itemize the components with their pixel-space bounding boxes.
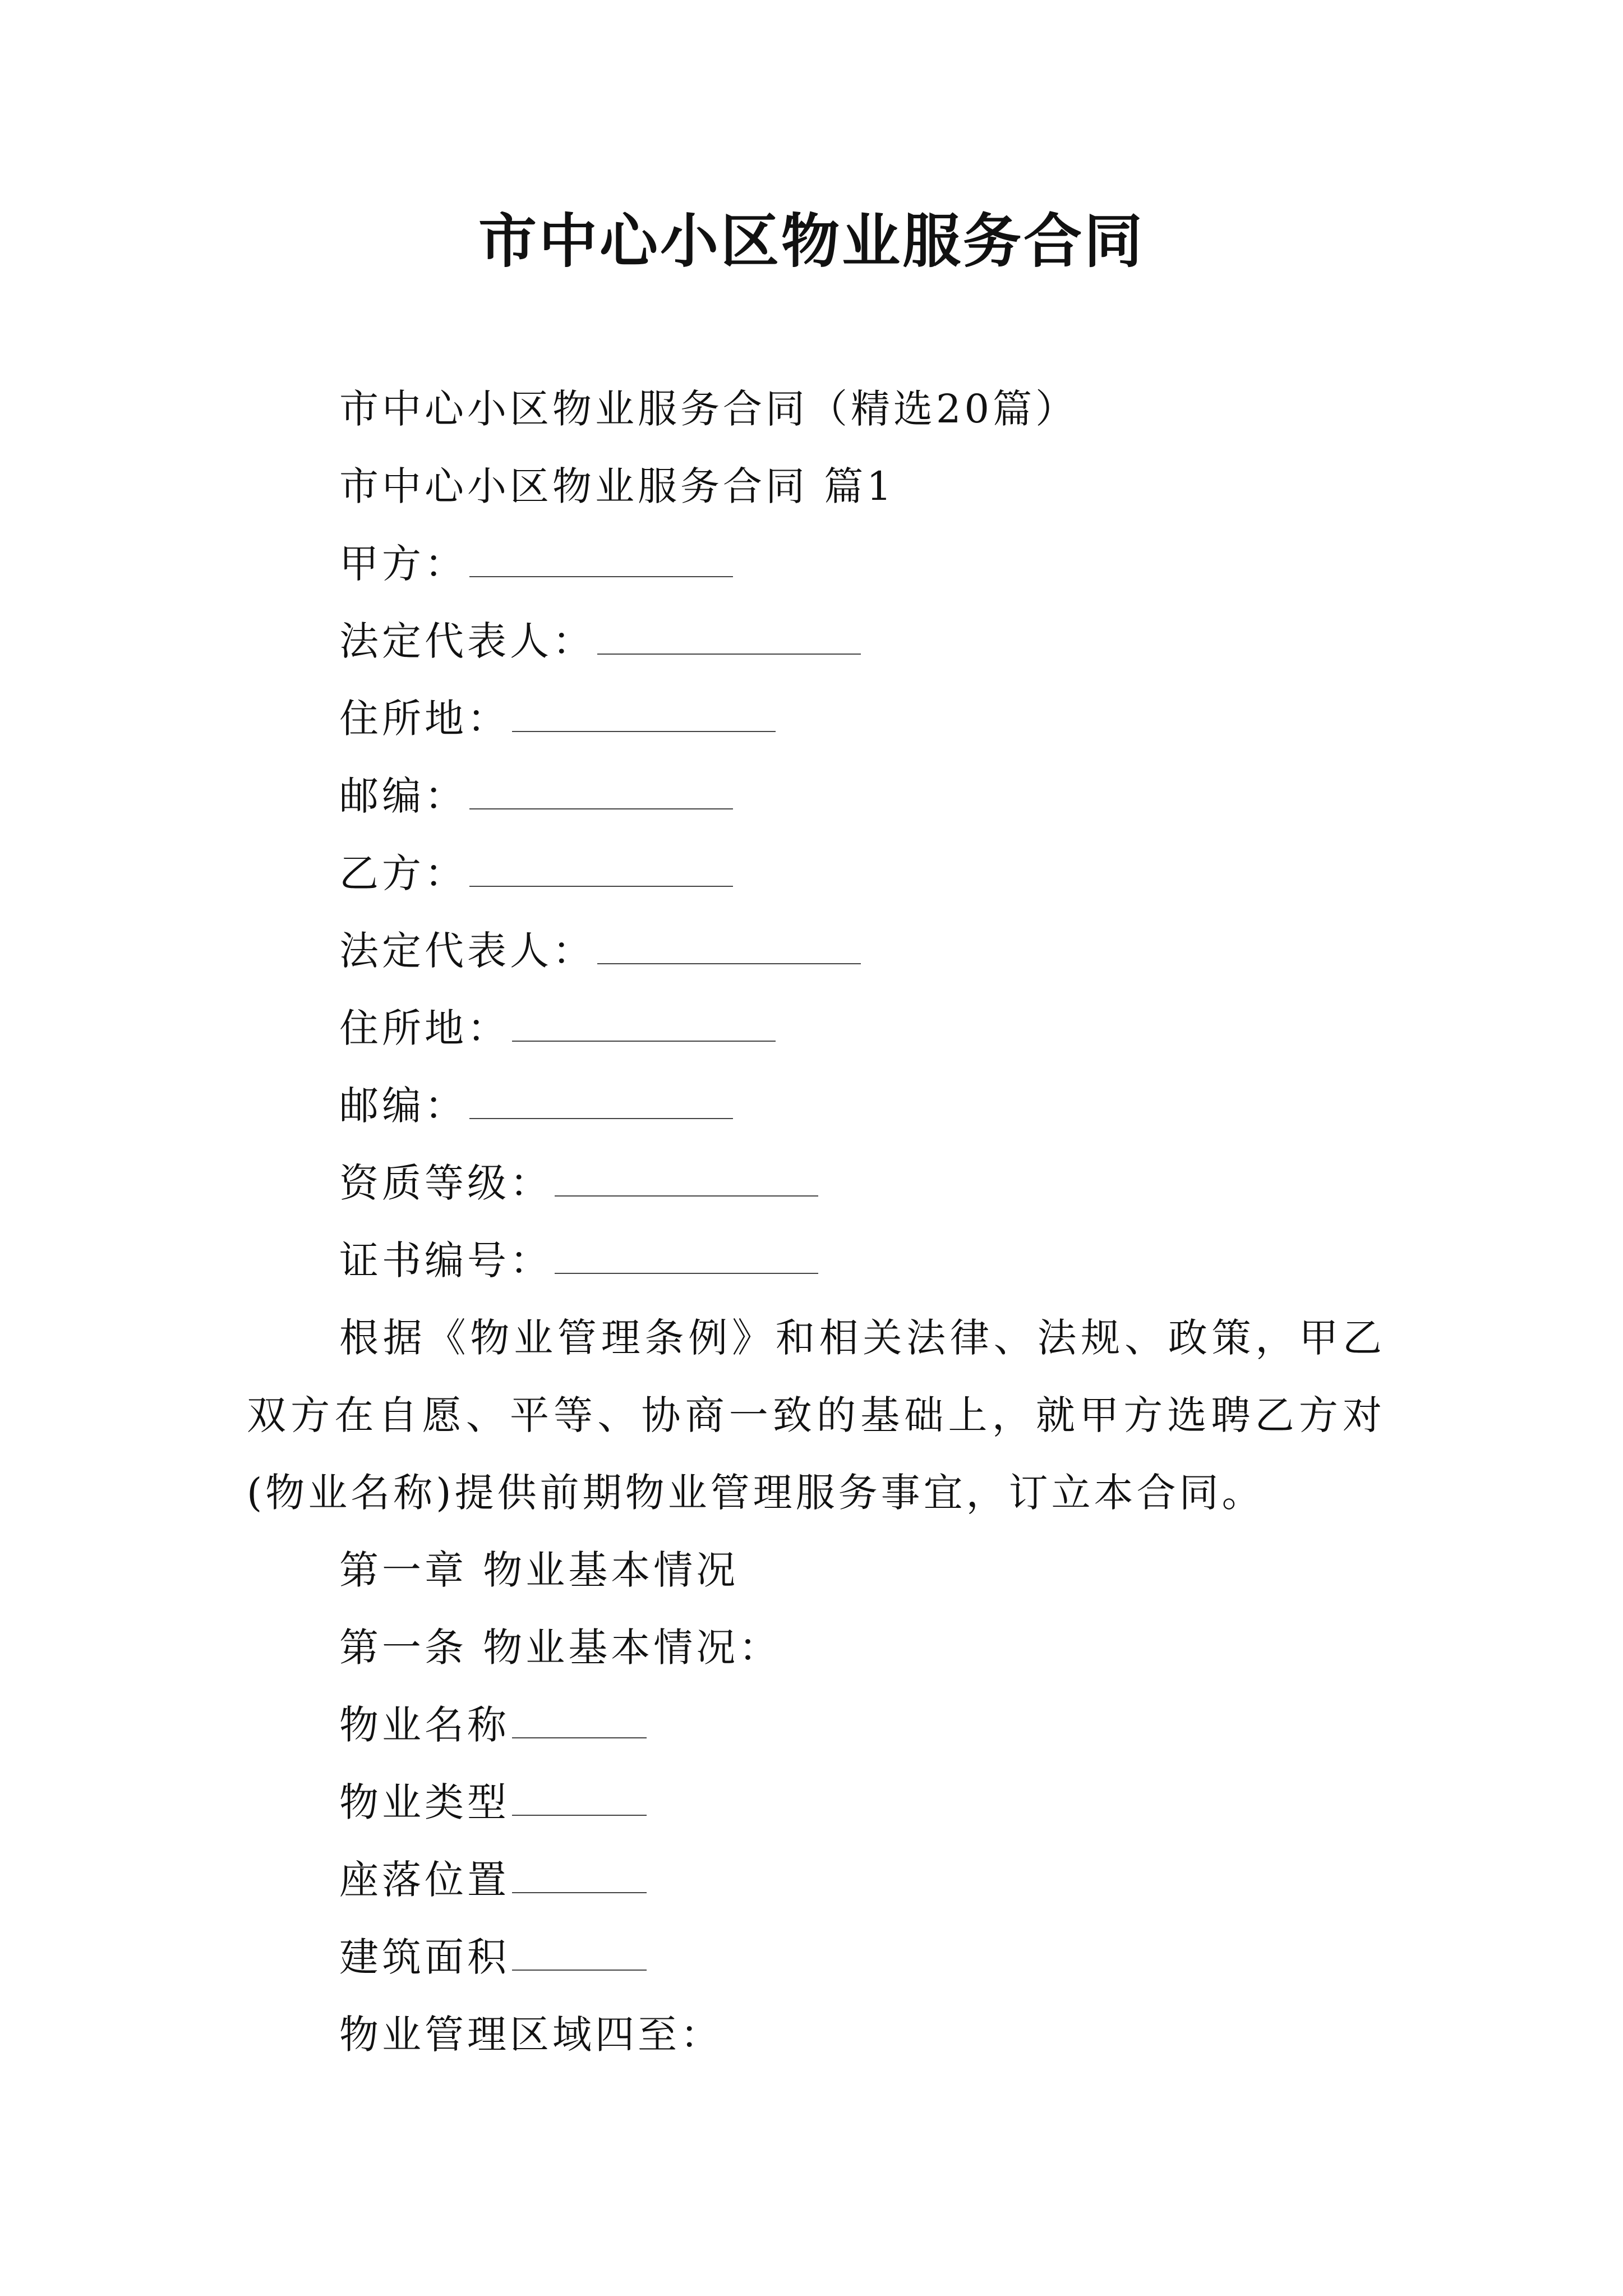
party-b-address-label: 住所地： [339, 1005, 510, 1051]
document-subtitle: 市中心小区物业服务合同（精选20篇） [339, 386, 1078, 432]
property-type-blank [512, 1775, 647, 1816]
party-a-rep-field [247, 602, 1385, 680]
party-a-label: 甲方： [339, 541, 467, 587]
chapter-1-heading: 第一章 物业基本情况 [339, 1547, 739, 1593]
party-b-certificate-field [247, 1222, 1385, 1299]
party-b-blank [469, 846, 733, 887]
party-a-rep-blank [597, 614, 861, 655]
document-body [247, 370, 1385, 2073]
property-location-label: 座落位置 [339, 1857, 510, 1903]
property-name-field [247, 1686, 1385, 1764]
intro-paragraph: 根据《物业管理条例》和相关法律、法规、政策，甲乙双方在自愿、平等、协商一致的基础上，就甲方选聘乙方对(物业名称)提供前期物业管理服务事宜，订立本合同。 [247, 1315, 1385, 1516]
party-b-postcode-blank [469, 1079, 733, 1119]
article-1-heading: 第一条 物业基本情况： [339, 1625, 782, 1671]
section-heading: 市中心小区物业服务合同 篇1 [339, 463, 895, 509]
party-b-certificate-blank [555, 1234, 818, 1274]
property-area-field [247, 1918, 1385, 1996]
party-b-field [247, 835, 1385, 912]
property-location-blank [512, 1853, 647, 1893]
party-a-blank [469, 537, 733, 577]
property-area-label: 建筑面积 [339, 1934, 510, 1980]
party-a-address-blank [512, 692, 776, 732]
party-b-postcode-label: 邮编： [339, 1083, 467, 1129]
party-a-postcode-blank [469, 769, 733, 809]
property-location-field [247, 1841, 1385, 1918]
property-boundary-label: 物业管理区域四至： [339, 2012, 723, 2058]
document-title: 市中心小区物业服务合同 [478, 206, 1145, 275]
property-type-label: 物业类型 [339, 1779, 510, 1825]
party-b-rep-field [247, 912, 1385, 990]
party-b-qualification-blank [555, 1156, 818, 1197]
party-a-postcode-field [247, 757, 1385, 835]
party-a-address-label: 住所地： [339, 696, 510, 742]
property-boundary-field [247, 1996, 1385, 2073]
party-b-address-field [247, 990, 1385, 1067]
party-a-address-field [247, 680, 1385, 757]
party-b-rep-blank [597, 924, 861, 964]
party-a-postcode-label: 邮编： [339, 773, 467, 819]
party-b-qualification-field [247, 1144, 1385, 1222]
party-a-rep-label: 法定代表人： [339, 618, 595, 664]
property-type-field [247, 1764, 1385, 1841]
property-name-label: 物业名称 [339, 1702, 510, 1748]
party-b-certificate-label: 证书编号： [339, 1237, 552, 1283]
party-b-qualification-label: 资质等级： [339, 1160, 552, 1206]
property-area-blank [512, 1930, 647, 1971]
property-name-blank [512, 1698, 647, 1738]
party-a-field [247, 525, 1385, 602]
party-b-postcode-field [247, 1067, 1385, 1144]
party-b-rep-label: 法定代表人： [339, 928, 595, 974]
party-b-address-blank [512, 1001, 776, 1042]
party-b-label: 乙方： [339, 850, 467, 896]
